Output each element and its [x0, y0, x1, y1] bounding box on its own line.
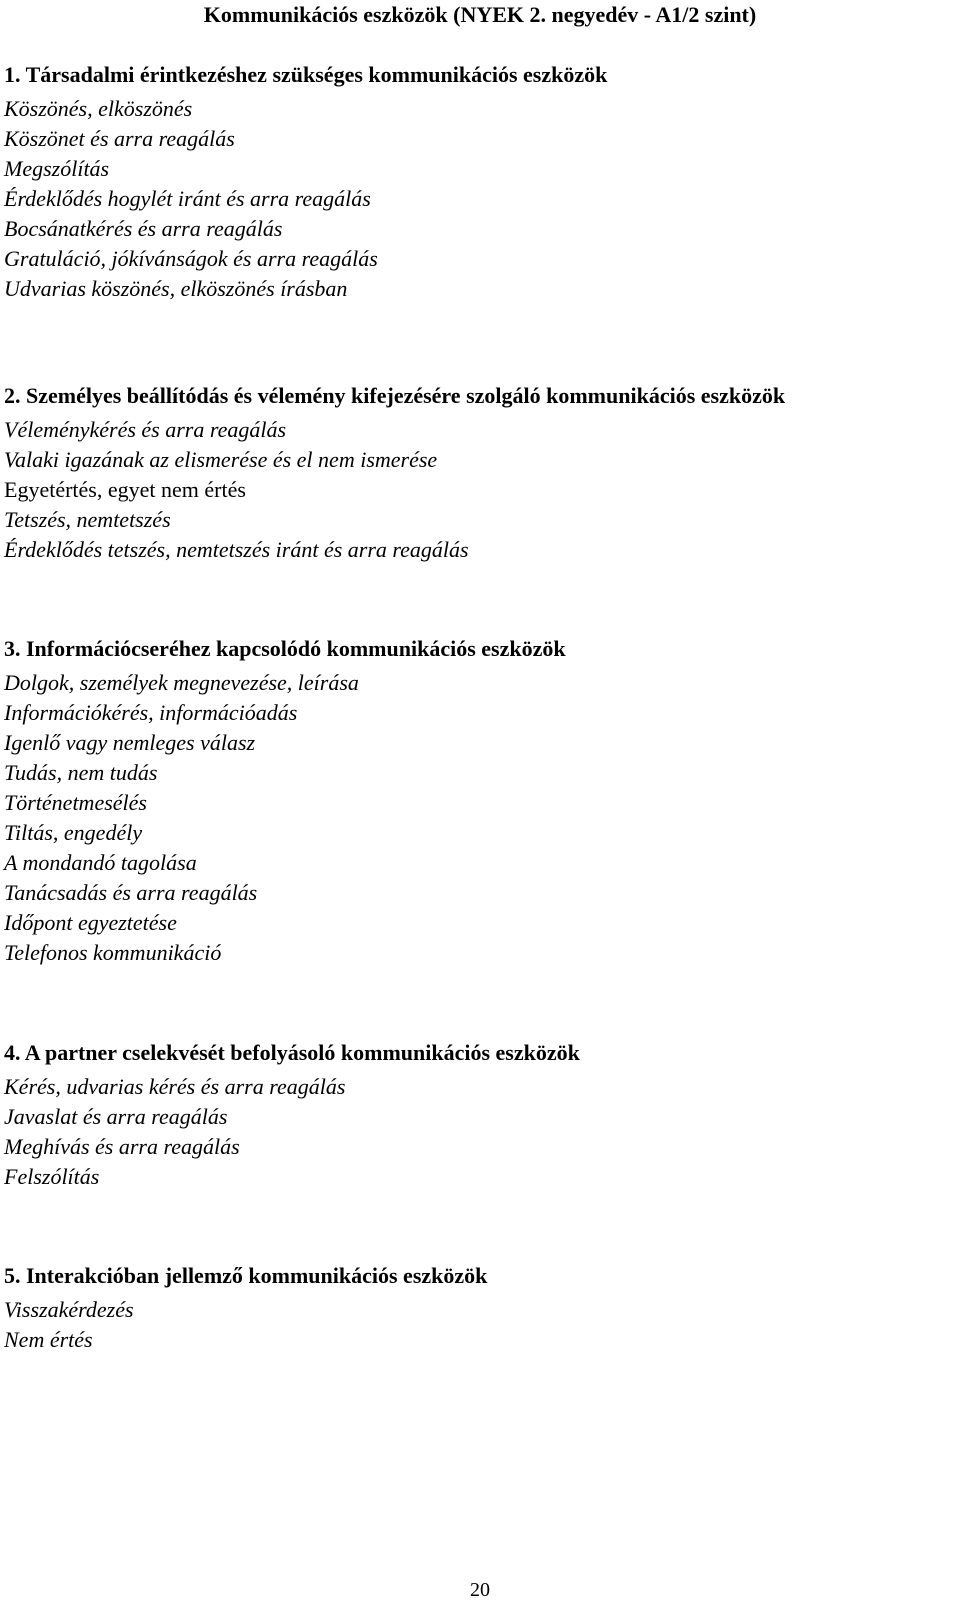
list-item: Egyetértés, egyet nem értés	[4, 477, 246, 502]
item-list	[4, 1295, 954, 1355]
list-item: Javaslat és arra reagálás	[4, 1104, 228, 1129]
section-social-contact	[4, 62, 954, 304]
list-item: Visszakérdezés	[4, 1297, 134, 1322]
list-item: Bocsánatkérés és arra reagálás	[4, 216, 283, 241]
section-interaction	[4, 1263, 954, 1355]
list-item: Tetszés, nemtetszés	[4, 507, 171, 532]
list-item: Gratuláció, jókívánságok és arra reagálás	[4, 246, 378, 271]
section-heading: 5. Interakcióban jellemző kommunikációs eszközök	[4, 1263, 488, 1288]
section-opinion	[4, 383, 954, 565]
section-heading: 1. Társadalmi érintkezéshez szükséges kommunikációs eszközök	[4, 62, 608, 87]
list-item: Érdeklődés hogylét iránt és arra reagálás	[4, 186, 371, 211]
list-item: Telefonos kommunikáció	[4, 940, 222, 965]
list-item: Időpont egyeztetése	[4, 910, 177, 935]
section-heading: 3. Információcseréhez kapcsolódó kommunikációs eszközök	[4, 636, 566, 661]
section-heading: 2. Személyes beállítódás és vélemény kifejezésére szolgáló kommunikációs eszközök	[4, 383, 786, 408]
list-item: Köszönés, elköszönés	[4, 96, 193, 121]
item-list	[4, 94, 954, 304]
list-item: Véleménykérés és arra reagálás	[4, 417, 287, 442]
list-item: Felszólítás	[4, 1164, 100, 1189]
page-title: Kommunikációs eszközök (NYEK 2. negyedév - A1/2 szint)	[203, 2, 757, 27]
item-list	[4, 415, 954, 565]
section-partner-action	[4, 1040, 954, 1192]
list-item: Megszólítás	[4, 156, 110, 181]
list-item: Történetmesélés	[4, 790, 147, 815]
item-list	[4, 668, 954, 968]
list-item: A mondandó tagolása	[4, 850, 197, 875]
list-item: Valaki igazának az elismerése és el nem ismerése	[4, 447, 438, 472]
list-item: Köszönet és arra reagálás	[4, 126, 235, 151]
list-item: Igenlő vagy nemleges válasz	[4, 730, 256, 755]
list-item: Tiltás, engedély	[4, 820, 143, 845]
section-information-exchange	[4, 636, 954, 968]
section-heading: 4. A partner cselekvését befolyásoló kommunikációs eszközök	[4, 1040, 580, 1065]
list-item: Dolgok, személyek megnevezése, leírása	[4, 670, 359, 695]
list-item: Udvarias köszönés, elköszönés írásban	[4, 276, 348, 301]
page-number: 20	[470, 1579, 490, 1601]
list-item: Meghívás és arra reagálás	[4, 1134, 240, 1159]
list-item: Nem értés	[4, 1327, 93, 1352]
list-item: Tudás, nem tudás	[4, 760, 158, 785]
item-list	[4, 1072, 954, 1192]
list-item: Érdeklődés tetszés, nemtetszés iránt és arra reagálás	[4, 537, 469, 562]
list-item: Tanácsadás és arra reagálás	[4, 880, 258, 905]
list-item: Információkérés, információadás	[4, 700, 298, 725]
list-item: Kérés, udvarias kérés és arra reagálás	[4, 1074, 346, 1099]
